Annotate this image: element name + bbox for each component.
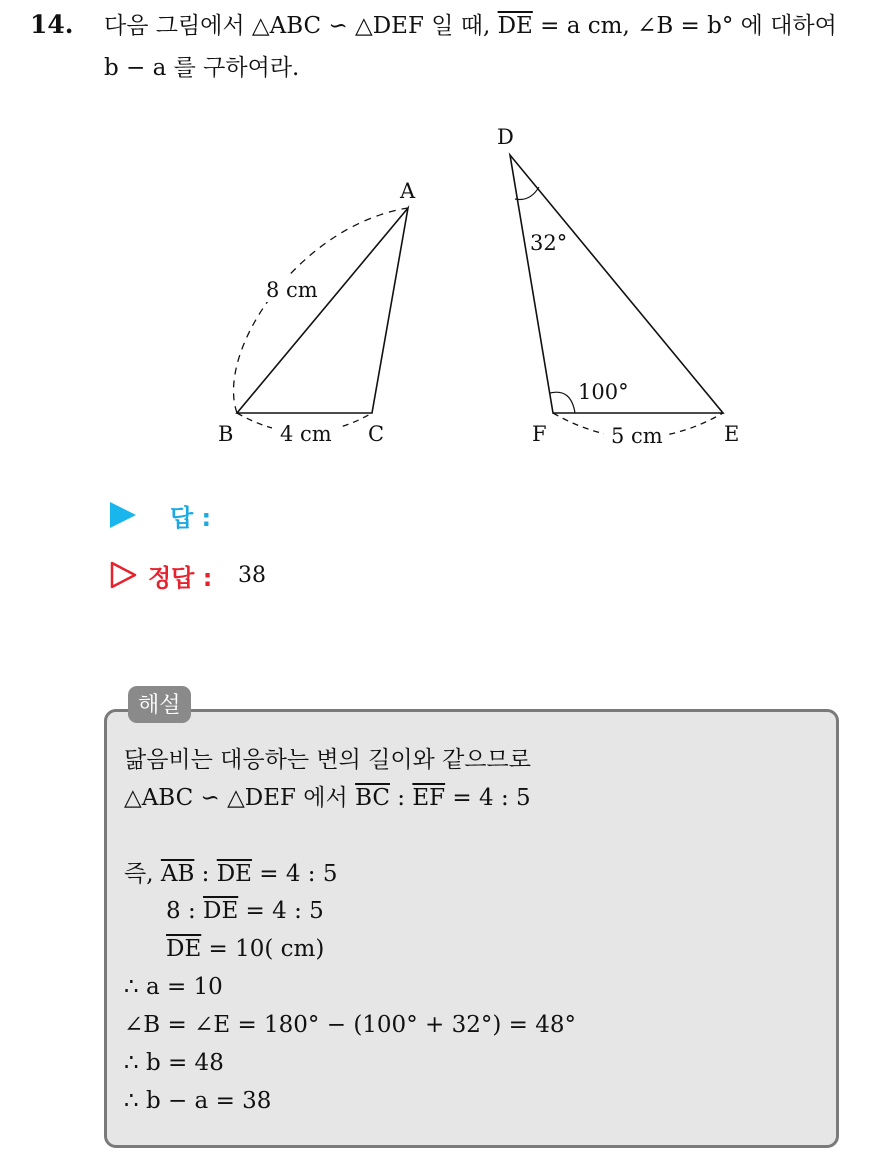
label-b: B xyxy=(218,422,234,446)
text: : xyxy=(194,861,217,887)
text: = 4 : 5 xyxy=(251,861,338,887)
text: : xyxy=(390,785,413,811)
label-angle-d: 32° xyxy=(530,231,568,255)
text: △ABC ∽ △DEF 에서 xyxy=(124,785,356,811)
triangle-def xyxy=(510,155,723,413)
segment-de: $\overline{DE}$ xyxy=(497,13,533,39)
text: = 4 : 5 xyxy=(238,898,324,924)
correct-label: 정답 : xyxy=(148,564,213,592)
explanation-line-8: ∴ b = 48 xyxy=(124,1050,224,1076)
text: 8 : xyxy=(166,898,204,924)
label-c: C xyxy=(368,422,385,446)
explanation-line-4 xyxy=(166,893,324,929)
label-side-fe: 5 cm xyxy=(611,424,663,448)
label-d: D xyxy=(497,125,514,149)
label-a: A xyxy=(400,179,416,203)
text: 즉, xyxy=(124,861,161,887)
text: = 4 : 5 xyxy=(445,785,531,811)
question-text-cont: = a cm, ∠B = b° 에 대하여 xyxy=(532,13,837,39)
segment-de: $\overline{DE}$ xyxy=(216,861,252,887)
explanation-tag: 해설 xyxy=(128,686,191,723)
explanation-line-9: ∴ b − a = 38 xyxy=(124,1088,272,1114)
segment-de: $\overline{DE}$ xyxy=(166,936,202,962)
explanation-line-7: ∠B = ∠E = 180° − (100° + 32°) = 48° xyxy=(124,1012,576,1038)
segment-ef: $\overline{EF}$ xyxy=(412,785,446,811)
play-icon xyxy=(110,502,136,528)
question-number: 14. xyxy=(30,10,74,39)
triangles-figure xyxy=(0,0,884,460)
explanation-line-3 xyxy=(124,856,338,892)
explanation-line-1: 닮음비는 대응하는 변의 길이와 같으므로 xyxy=(124,747,531,773)
segment-ab: $\overline{AB}$ xyxy=(160,861,195,887)
label-side-bc: 4 cm xyxy=(280,422,332,446)
question-line-2: b − a 를 구하여라. xyxy=(104,55,300,81)
angle-d-arc xyxy=(515,187,539,200)
answer-label: 답 : xyxy=(170,504,212,532)
segment-bc: $\overline{BC}$ xyxy=(355,785,390,811)
label-angle-f: 100° xyxy=(578,380,629,404)
explanation-line-5 xyxy=(166,931,324,967)
label-side-ab: 8 cm xyxy=(266,278,318,302)
text: = 10( cm) xyxy=(201,936,325,962)
explanation-line-6: ∴ a = 10 xyxy=(124,974,223,1000)
segment-de: $\overline{DE}$ xyxy=(203,898,239,924)
explanation-line-2 xyxy=(124,780,531,816)
label-e: E xyxy=(724,422,740,446)
question-text: 다음 그림에서 △ABC ∽ △DEF 일 때, xyxy=(104,13,498,39)
label-f: F xyxy=(532,422,547,446)
angle-f-arc xyxy=(550,392,575,413)
outline-play-icon xyxy=(110,560,138,590)
correct-value: 38 xyxy=(238,563,266,588)
triangle-abc xyxy=(237,208,408,413)
